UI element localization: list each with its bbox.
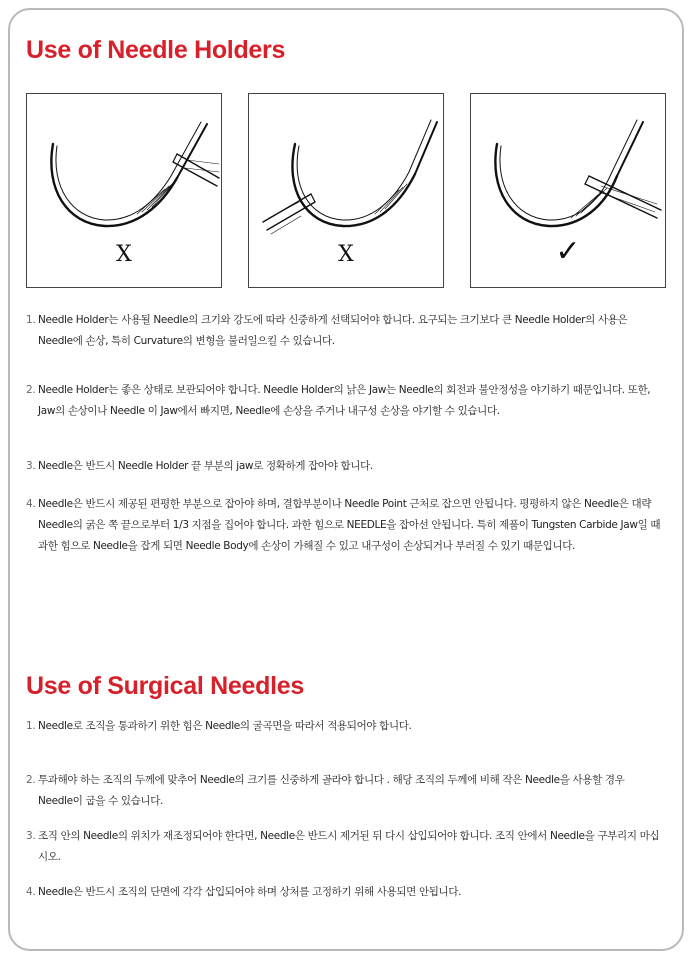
list-item (26, 716, 662, 737)
wrong-mark-1: X (116, 242, 132, 267)
needle-holders-title: Use of Needle Holders (26, 36, 286, 64)
figure-wrong-grip-1 (26, 93, 222, 288)
list-item (26, 380, 662, 422)
item-number: 4. (26, 498, 36, 510)
correct-mark: ✓ (555, 234, 581, 269)
item-number: 2. (26, 774, 36, 786)
list-item (26, 310, 662, 352)
item-text: Needle은 반드시 조직의 단면에 각각 삽입되어야 하며 상처를 고정하기 위해 사용되면 안됩니다. (38, 886, 462, 898)
item-number: 1. (26, 314, 36, 326)
wrong-mark-2: X (338, 242, 354, 267)
item-number: 4. (26, 886, 36, 898)
list-item (26, 456, 662, 477)
item-text: Needle은 반드시 제공된 편평한 부분으로 잡아야 하며, 결합부분이나 Needle Point 근처로 잡으면 안됩니다. 평평하지 않은 Needle은 대략 Needle의 굵은 쪽 끝으로부터 1/3 지점을 집어야 합니다. 과한 힘으로 NEEDLE을 잡아선 안됩니다. 특히 제품이 Tungsten Carbide Jaw일 때 과한 힘으로 Needle을 잡게 되면 Needle Body에 손상이 가해질 수 있고 내구성이 손상되거나 부러질 수 있기 때문입니다. (38, 498, 661, 552)
item-text: Needle Holder는 사용될 Needle의 크기와 강도에 따라 신중하게 선택되어야 합니다. 요구되는 크기보다 큰 Needle Holder의 사용은 Needle에 손상, 특히 Curvature의 변형을 불러일으킬 수 있습니다. (38, 314, 628, 347)
item-number: 2. (26, 384, 36, 396)
item-number: 1. (26, 720, 36, 732)
surgical-needles-title: Use of Surgical Needles (26, 672, 304, 700)
list-item (26, 770, 662, 812)
figure-correct-grip (470, 93, 666, 288)
item-number: 3. (26, 460, 36, 472)
item-text: Needle로 조직을 통과하기 위한 힘은 Needle의 굴곡면을 따라서 적용되어야 합니다. (38, 720, 412, 732)
item-number: 3. (26, 830, 36, 842)
item-text: Needle Holder는 좋은 상태로 보관되어야 합니다. Needle Holder의 낡은 Jaw는 Needle의 회전과 불안정성을 야기하기 때문입니다. 또한, Jaw의 손상이나 Needle 이 Jaw에서 빠지면, Needle에 손상을 주거나 내구성 손상을 야기할 수 있습니다. (38, 384, 651, 417)
figure-wrong-grip-2 (248, 93, 444, 288)
list-item (26, 826, 662, 868)
item-text: 투과해야 하는 조직의 두께에 맞추어 Needle의 크기를 신중하게 골라야 합니다 . 해당 조직의 두께에 비해 작은 Needle을 사용할 경우 Needle이 굽을 수 있습니다. (38, 774, 625, 807)
item-text: Needle은 반드시 Needle Holder 끝 부분의 jaw로 정확하게 잡아야 합니다. (38, 460, 373, 472)
list-item (26, 494, 662, 557)
list-item (26, 882, 662, 903)
item-text: 조직 안의 Needle의 위치가 재조정되어야 한다면, Needle은 반드시 제거된 뒤 다시 삽입되어야 합니다. 조직 안에서 Needle을 구부리지 마십시오. (38, 830, 660, 863)
